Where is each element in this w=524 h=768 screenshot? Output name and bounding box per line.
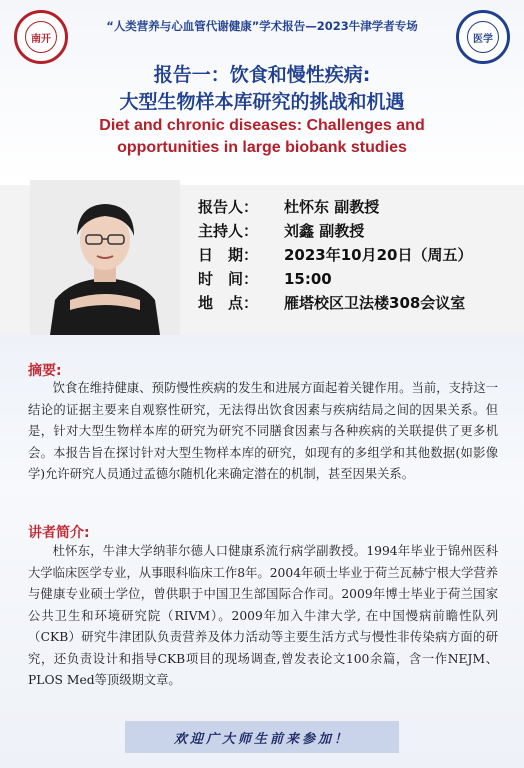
speaker-row	[198, 196, 379, 217]
title-en-line2: opportunities in large biobank studies	[117, 139, 407, 156]
logo-right-emblem: 医学	[467, 21, 499, 53]
date-label: 日 期：	[198, 246, 259, 264]
logo-left-emblem: 南开	[25, 21, 57, 53]
series-title: “人类营养与心血管代谢健康”学术报告—2023牛津学者专场	[106, 19, 418, 33]
speaker-portrait-illustration	[30, 180, 180, 335]
speaker-photo	[30, 180, 180, 335]
university-logo-left	[14, 10, 68, 64]
time-row	[198, 268, 332, 289]
bio-heading: 讲者简介:	[28, 525, 90, 541]
institute-logo-right	[456, 10, 510, 64]
time-value: 15:00	[284, 270, 332, 288]
host-value: 刘鑫 副教授	[284, 222, 365, 240]
speaker-value: 杜怀东 副教授	[284, 198, 380, 216]
title-cn-line2: 大型生物样本库研究的挑战和机遇	[119, 91, 405, 113]
place-row	[198, 292, 465, 313]
host-label: 主持人：	[198, 222, 259, 240]
abstract-text: 饮食在维持健康、预防慢性疾病的发生和进展方面起着关键作用。当前，支持这一结论的证据主要来自观察性研究，无法得出饮食因素与疾病结局之间的因果关系。但是，针对大型生物样本库的研究为研究不同膳食因素与各种疾病的关联提供了更多机会。本报告旨在探讨针对大型生物样本库的研究，如现有的多组学和其他数据(如影像学)允许研究人员通过孟德尔随机化来确定潜在的机制，甚至因果关系。	[28, 381, 498, 481]
title-en-line1: Diet and chronic diseases: Challenges and	[99, 117, 425, 134]
bio-text: 杜怀东，牛津大学纳菲尔德人口健康系流行病学副教授。1994年毕业于锦州医科大学临床医学专业，从事眼科临床工作8年。2004年硕士毕业于荷兰瓦赫宁根大学营养与健康专业硕士学位，曾供职于中国卫生部国际合作司。2009年博士毕业于荷兰国家公共卫生和环境研究院（RIVM）。2009年加入牛津大学, 在中国慢病前瞻性队列（CKB）研究牛津团队负责营养及体力活动等主要生活方式与慢性非传染病方面的研究，还负责设计和指导CKB项目的现场调查,曾发表论文100余篇，含一作NEJM、 PLOS Med等顶级期文章。	[28, 544, 498, 687]
abstract-heading: 摘要:	[28, 363, 62, 379]
place-value: 雁塔校区卫法楼308会议室	[284, 294, 466, 312]
time-label: 时 间：	[198, 270, 259, 288]
date-row	[198, 244, 473, 265]
host-row	[198, 220, 364, 241]
welcome-banner: 欢迎广大师生前来参加！	[125, 721, 399, 753]
place-label: 地 点：	[198, 294, 259, 312]
date-value: 2023年10月20日（周五）	[284, 246, 473, 264]
title-cn-line1: 报告一：饮食和慢性疾病:	[153, 64, 371, 86]
speaker-label: 报告人：	[198, 198, 259, 216]
